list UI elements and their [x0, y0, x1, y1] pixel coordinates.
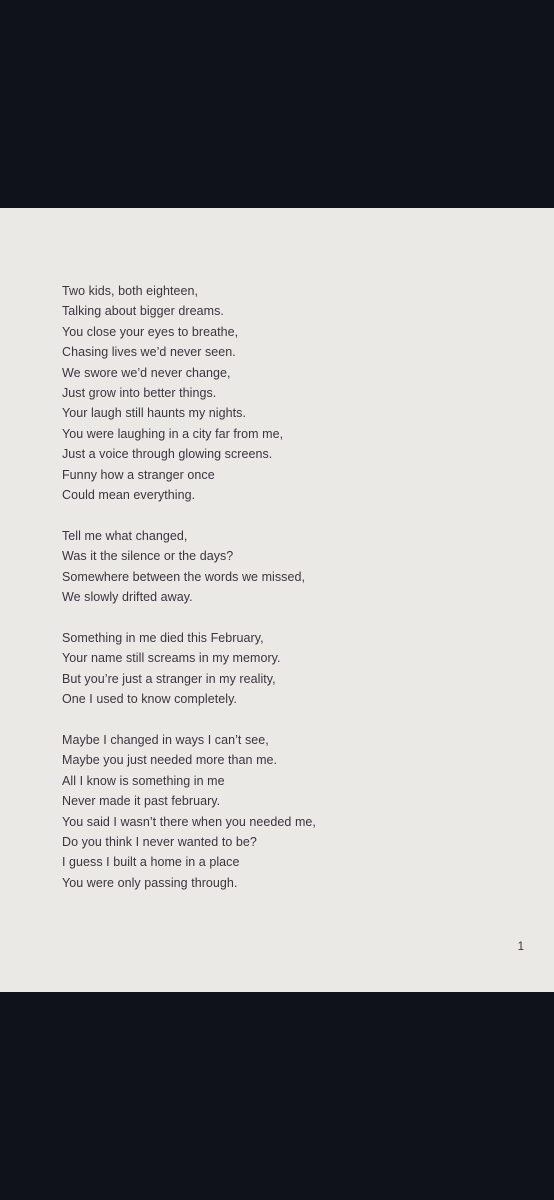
poem-line: Your name still screams in my memory. [62, 651, 281, 666]
stanza-4 [62, 730, 522, 893]
poem-line: Just grow into better things. [62, 386, 217, 401]
poem-line: Could mean everything. [62, 488, 196, 503]
poem-line: Was it the silence or the days? [62, 549, 234, 564]
poem-line: I guess I built a home in a place [62, 855, 240, 870]
page-number: 1 [517, 941, 524, 953]
poem-line: Funny how a stranger once [62, 467, 215, 482]
poem-line: Just a voice through glowing screens. [62, 447, 273, 462]
poem-line: All I know is something in me [62, 773, 225, 788]
document-page[interactable] [0, 208, 554, 992]
poem-line: One I used to know completely. [62, 692, 237, 707]
poem-line: Talking about bigger dreams. [62, 304, 224, 319]
poem-line: Maybe I changed in ways I can’t see, [62, 732, 269, 747]
stanza-2 [62, 526, 522, 608]
poem-line: Never made it past february. [62, 794, 221, 809]
poem-line: Your laugh still haunts my nights. [62, 406, 246, 421]
poem-line: Do you think I never wanted to be? [62, 834, 257, 849]
poem-line: You were laughing in a city far from me, [62, 426, 284, 441]
poem-line: You were only passing through. [62, 875, 238, 890]
viewer-background-bottom [0, 992, 554, 1200]
poem-body [62, 281, 522, 893]
poem-line: Chasing lives we’d never seen. [62, 345, 236, 360]
poem-line: Two kids, both eighteen, [62, 284, 199, 298]
poem-line: We swore we’d never change, [62, 365, 231, 380]
poem-line: You said I wasn’t there when you needed me, [62, 814, 316, 829]
poem-line: We slowly drifted away. [62, 590, 193, 605]
stanza-3 [62, 628, 522, 710]
stanza-1 [62, 281, 522, 505]
poem-line: Maybe you just needed more than me. [62, 753, 278, 768]
poem-line: But you’re just a stranger in my reality, [62, 671, 276, 686]
poem-line: Somewhere between the words we missed, [62, 569, 305, 584]
poem-line: Something in me died this February, [62, 630, 264, 645]
poem-line: Tell me what changed, [62, 528, 188, 543]
viewer-background-top [0, 0, 554, 208]
poem-line: You close your eyes to breathe, [62, 324, 239, 339]
